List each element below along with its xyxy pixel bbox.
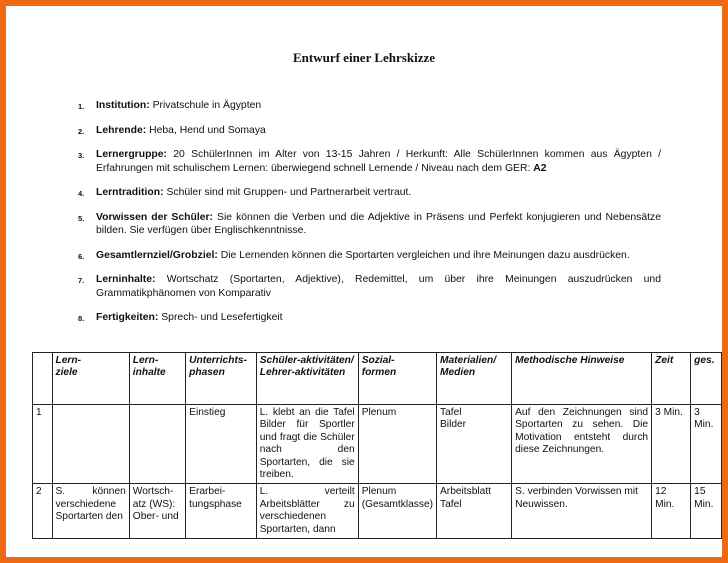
list-item: 4. Lerntradition: Schüler sind mit Gruppen- und Partnerarbeit vertraut. xyxy=(78,187,412,198)
table-cell: 2 xyxy=(33,484,53,539)
table-cell: 3 Min. xyxy=(691,405,722,484)
table-cell: Plenum (Gesamtklasse) xyxy=(358,484,436,539)
list-item: 2. Lehrende: Heba, Hend und Somaya xyxy=(78,124,266,136)
table-cell xyxy=(129,405,185,484)
header-cell: Materialien/ Medien xyxy=(437,353,512,405)
table-cell: 3 Min. xyxy=(652,405,691,484)
table-header-row xyxy=(33,353,722,405)
table-cell: Wortsch-atz (WS): Ober- und xyxy=(129,484,185,539)
table-cell: Arbeitsblatt Tafel xyxy=(437,484,512,539)
info-list xyxy=(6,99,722,335)
header-cell: Sozial- formen xyxy=(358,353,436,405)
header-cell: ges. xyxy=(691,353,722,405)
table-row xyxy=(33,405,722,484)
list-item: 5. Vorwissen der Schüler: Sie können die Verben und die Adjektive in Präsens und Perfekt konjugieren und Nebensätze bilden. Sie verfügen über Englischkenntnisse. xyxy=(78,211,662,236)
table-cell: Einstieg xyxy=(186,405,257,484)
list-item: 3. Lernergruppe: 20 SchülerInnen im Alter von 13-15 Jahren / Herkunft: Alle SchülerInnen kommen aus Ägypten / Erfahrungen mit schulischem Lernen: überwiegend schnell Lernende / Niveau nach dem GER: A2 xyxy=(78,149,661,174)
list-item: 6. Gesamtlernziel/Grobziel: Die Lernenden können die Sportarten vergleichen und ihre Meinungen dazu ausdrücken. xyxy=(78,249,630,261)
header-cell: Schüler-aktivitäten/ Lehrer-aktivitäten xyxy=(256,353,358,405)
table-cell: S. können verschiedene Sportarten den xyxy=(52,484,129,539)
table-cell: L. verteilt Arbeitsblätter zu verschiedenen Sportarten, dann xyxy=(256,484,358,539)
list-item: 7. Lerninhalte: Wortschatz (Sportarten, Adjektive), Redemittel, um über ihre Meinungen auszudrücken und Grammatikphänomen von Komparativ xyxy=(78,274,661,299)
table-cell: 15 Min. xyxy=(691,484,722,539)
document-title: Entwurf einer Lehrskizze xyxy=(292,50,436,65)
table-cell: Erarbei-tungsphase xyxy=(186,484,257,539)
table-cell: L. klebt an die Tafel Bilder für Sportler und fragt die Schüler nach den Sportarten, die sie treiben. xyxy=(256,405,358,484)
table-cell: 1 xyxy=(33,405,53,484)
table-cell xyxy=(52,405,129,484)
header-cell: Lern- inhalte xyxy=(129,353,185,405)
table-row xyxy=(33,484,722,539)
header-cell: Lern- ziele xyxy=(52,353,129,405)
table-cell: 12 Min. xyxy=(652,484,691,539)
document-page xyxy=(6,6,722,557)
header-cell xyxy=(33,353,53,405)
list-item: 1. Institution: Privatschule in Ägypten xyxy=(78,100,262,111)
table-cell: Tafel Bilder xyxy=(437,405,512,484)
header-cell: Unterrichts- phasen xyxy=(186,353,257,405)
list-item: 8. Fertigkeiten: Sprech- und Lesefertigkeit xyxy=(78,312,283,323)
header-cell: Zeit xyxy=(652,353,691,405)
lesson-plan-table xyxy=(32,352,722,539)
table-cell: Plenum xyxy=(358,405,436,484)
header-cell: Methodische Hinweise xyxy=(512,353,652,405)
table-cell: S. verbinden Vorwissen mit Neuwissen. xyxy=(512,484,652,539)
table-cell: Auf den Zeichnungen sind Sportarten zu sehen. Die Motivation entsteht durch diese Zeichnungen. xyxy=(512,405,652,484)
